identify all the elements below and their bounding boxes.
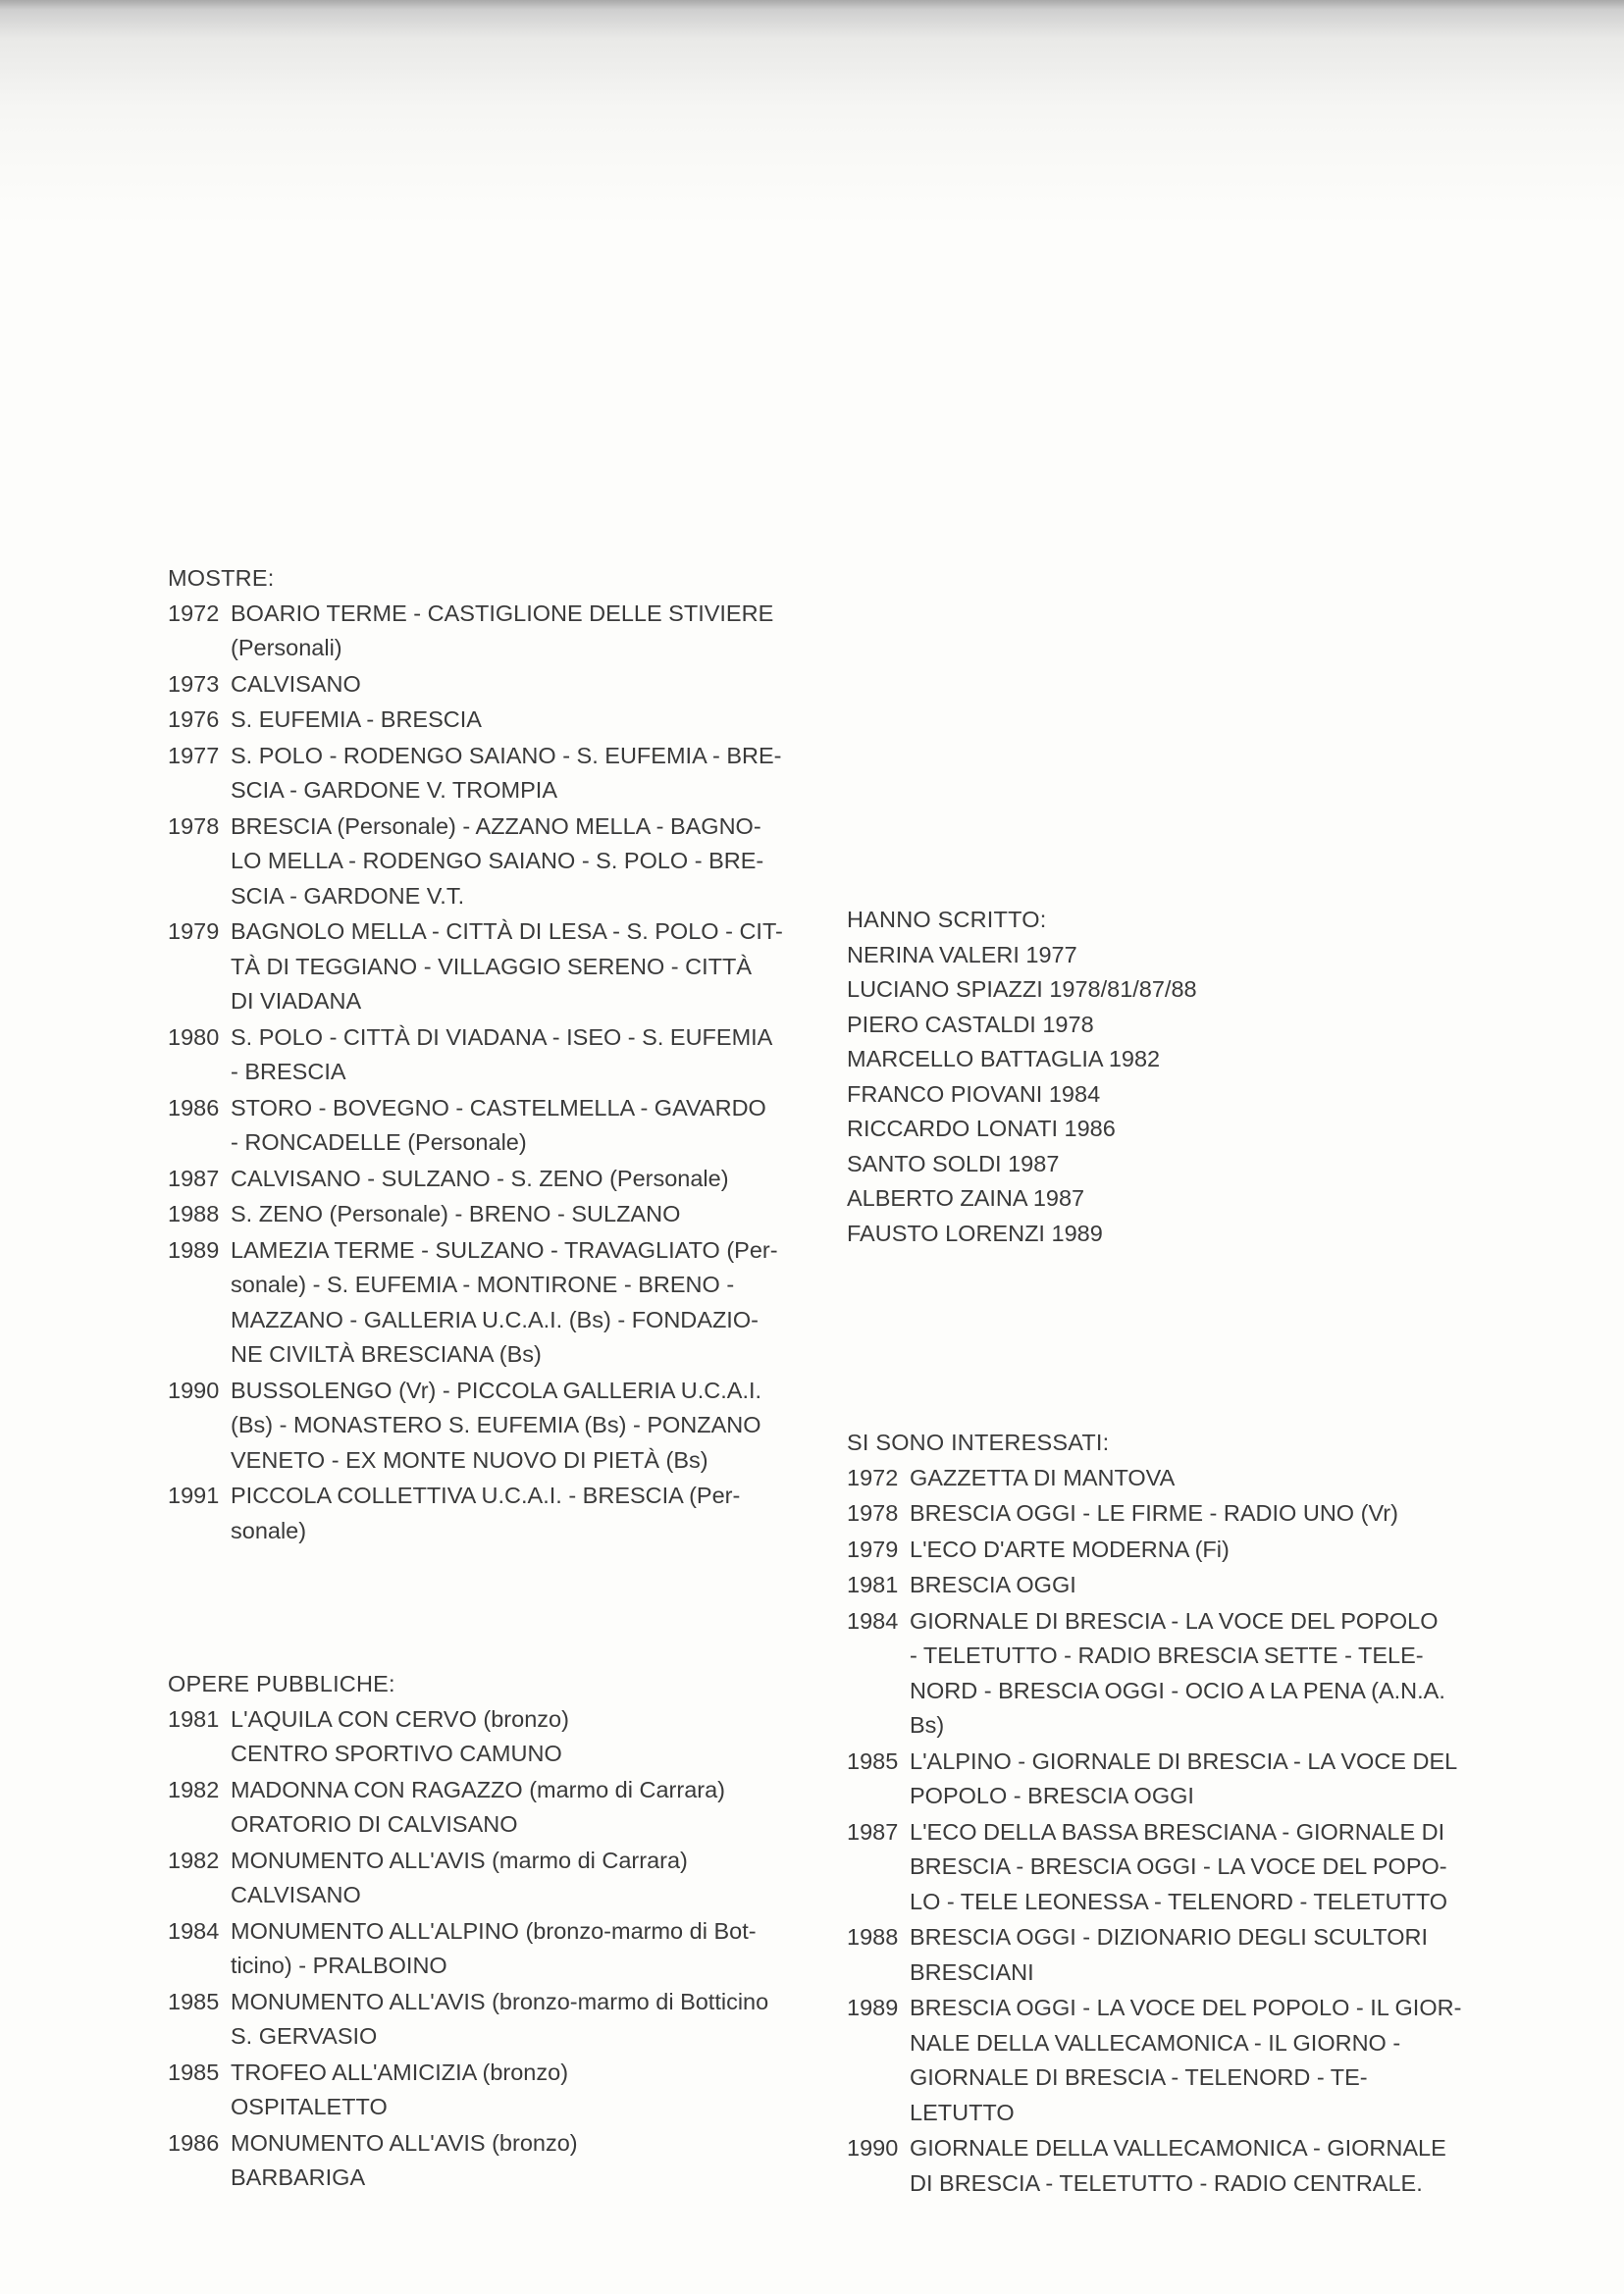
entry-line: BRESCIA OGGI <box>910 1572 1076 1597</box>
entry-line: NORD - BRESCIA OGGI - OCIO A LA PENA (A.N.A. <box>910 1677 1445 1703</box>
author-name: MARCELLO BATTAGLIA 1982 <box>847 1046 1161 1071</box>
list-item <box>168 1844 801 1913</box>
entry-line: BRESCIA OGGI - LE FIRME - RADIO UNO (Vr) <box>910 1500 1398 1526</box>
entry-line: DI VIADANA <box>231 988 362 1014</box>
list-item <box>847 1815 1485 1920</box>
entry-line: - RONCADELLE (Personale) <box>231 1129 527 1155</box>
entry-year: 1991 <box>168 1483 220 1508</box>
interessati-section <box>847 1426 1485 2201</box>
entry-line: LO - TELE LEONESSA - TELENORD - TELETUTTO <box>910 1888 1448 1914</box>
entry-text <box>910 1604 1485 1744</box>
entry-text <box>231 597 801 666</box>
list-item <box>168 1479 801 1548</box>
entry-line: BUSSOLENGO (Vr) - PICCOLA GALLERIA U.C.A.I. <box>231 1377 762 1403</box>
entry-year: 1981 <box>847 1572 899 1597</box>
opere-pubbliche-list <box>168 1702 801 2196</box>
entry-line: GAZZETTA DI MANTOVA <box>910 1464 1176 1490</box>
entry-line: LETUTTO <box>910 2099 1015 2125</box>
entry-text <box>231 1773 801 1843</box>
entry-line: SCIA - GARDONE V. TROMPIA <box>231 777 557 803</box>
entry-text <box>231 1233 801 1373</box>
list-item <box>168 809 801 914</box>
entry-line: CALVISANO - SULZANO - S. ZENO (Personale) <box>231 1165 729 1191</box>
entry-text <box>231 809 801 914</box>
entry-text <box>910 1533 1485 1568</box>
author-name: RICCARDO LONATI 1986 <box>847 1116 1116 1141</box>
list-item <box>168 914 801 1019</box>
opere-pubbliche-section <box>168 1667 801 2196</box>
list-item <box>168 1162 801 1197</box>
entry-line: S. ZENO (Personale) - BRENO - SULZANO <box>231 1201 681 1226</box>
entry-line: CENTRO SPORTIVO CAMUNO <box>231 1741 562 1766</box>
interessati-heading: SI SONO INTERESSATI: <box>847 1430 1110 1455</box>
entry-line: (Personali) <box>231 635 342 660</box>
entry-year: 1979 <box>847 1536 899 1562</box>
list-item <box>168 703 801 738</box>
list-item <box>168 1233 801 1373</box>
entry-year: 1972 <box>847 1464 899 1490</box>
entry-line: NALE DELLA VALLECAMONICA - IL GIORNO - <box>910 2029 1401 2056</box>
list-item <box>168 1020 801 1090</box>
list-item <box>847 1461 1485 1496</box>
entry-year: 1989 <box>847 1995 899 2020</box>
entry-text <box>231 1374 801 1479</box>
entry-line: CALVISANO <box>231 670 361 697</box>
entry-text <box>231 739 801 808</box>
entry-line: S. EUFEMIA - BRESCIA <box>231 706 482 732</box>
entry-year: 1982 <box>168 1776 220 1802</box>
entry-year: 1988 <box>847 1924 899 1950</box>
entry-line: S. POLO - RODENGO SAIANO - S. EUFEMIA - BRE- <box>231 742 782 768</box>
list-item <box>168 1702 801 1772</box>
list-item <box>168 1091 801 1161</box>
entry-line: PICCOLA COLLETTIVA U.C.A.I. - BRESCIA (Per- <box>231 1483 741 1508</box>
entry-text <box>910 2131 1485 2201</box>
entry-line: BRESCIANI <box>910 1958 1034 1985</box>
entry-text <box>910 1496 1485 1532</box>
entry-line: sonale) - S. EUFEMIA - MONTIRONE - BRENO - <box>231 1272 735 1297</box>
hanno-scritto-list <box>847 938 1485 1252</box>
entry-year: 1987 <box>168 1165 220 1191</box>
entry-text <box>910 1991 1485 2130</box>
list-item <box>847 1568 1485 1603</box>
scan-shadow <box>0 0 1624 226</box>
author-name: ALBERTO ZAINA 1987 <box>847 1185 1085 1211</box>
entry-year: 1989 <box>168 1236 220 1263</box>
mostre-section <box>168 561 801 1548</box>
entry-line: MONUMENTO ALL'AVIS (bronzo-marmo di Botticino <box>231 1988 769 2014</box>
entry-line: STORO - BOVEGNO - CASTELMELLA - GAVARDO <box>231 1094 766 1121</box>
entry-year: 1984 <box>168 1917 220 1944</box>
entry-year: 1976 <box>168 706 220 732</box>
mostre-heading: MOSTRE: <box>168 565 275 591</box>
entry-line: VENETO - EX MONTE NUOVO DI PIETÀ (Bs) <box>231 1446 708 1473</box>
entry-year: 1982 <box>168 1847 220 1873</box>
hanno-scritto-section <box>847 903 1485 1251</box>
entry-line: TROFEO ALL'AMICIZIA (bronzo) <box>231 2059 569 2085</box>
entry-line: sonale) <box>231 1517 307 1543</box>
entry-year: 1986 <box>168 2129 220 2156</box>
entry-line: SCIA - GARDONE V.T. <box>231 882 465 909</box>
entry-line: MONUMENTO ALL'ALPINO (bronzo-marmo di Bot- <box>231 1917 757 1944</box>
entry-line: - BRESCIA <box>231 1059 346 1084</box>
list-item <box>847 1533 1485 1568</box>
entry-text <box>231 1091 801 1161</box>
entry-text <box>910 1461 1485 1496</box>
entry-text <box>910 1815 1485 1920</box>
entry-text <box>231 1914 801 1984</box>
entry-line: TÀ DI TEGGIANO - VILLAGGIO SERENO - CITTÀ <box>231 953 753 979</box>
entry-text <box>231 1702 801 1772</box>
entry-line: ORATORIO DI CALVISANO <box>231 1811 518 1837</box>
entry-text <box>910 1745 1485 1814</box>
author-name: PIERO CASTALDI 1978 <box>847 1011 1094 1037</box>
entry-year: 1978 <box>168 812 220 839</box>
entry-line: MAZZANO - GALLERIA U.C.A.I. (Bs) - FONDAZIO- <box>231 1306 759 1332</box>
list-item <box>168 1914 801 1984</box>
list-item <box>168 2056 801 2125</box>
entry-line: DI BRESCIA - TELETUTTO - RADIO CENTRALE. <box>910 2169 1423 2196</box>
entry-year: 1990 <box>168 1377 220 1403</box>
entry-line: BRESCIA (Personale) - AZZANO MELLA - BAGNO- <box>231 812 761 839</box>
entry-year: 1987 <box>847 1818 899 1845</box>
entry-text <box>910 1568 1485 1603</box>
entry-year: 1985 <box>168 2059 220 2085</box>
entry-line: MADONNA CON RAGAZZO (marmo di Carrara) <box>231 1776 725 1802</box>
list-item <box>168 739 801 808</box>
list-item <box>847 1604 1485 1744</box>
list-item <box>847 2131 1485 2201</box>
entry-line: LAMEZIA TERME - SULZANO - TRAVAGLIATO (Per- <box>231 1236 778 1263</box>
opere-pubbliche-heading: OPERE PUBBLICHE: <box>168 1671 395 1696</box>
entry-line: - TELETUTTO - RADIO BRESCIA SETTE - TELE- <box>910 1642 1424 1668</box>
list-item <box>168 597 801 666</box>
entry-text <box>231 2056 801 2125</box>
entry-year: 1985 <box>847 1747 899 1774</box>
entry-line: MONUMENTO ALL'AVIS (marmo di Carrara) <box>231 1847 688 1873</box>
entry-line: POPOLO - BRESCIA OGGI <box>910 1783 1194 1808</box>
entry-year: 1990 <box>847 2135 899 2161</box>
entry-text <box>231 1844 801 1913</box>
entry-text <box>910 1920 1485 1990</box>
entry-line: GIORNALE DI BRESCIA - LA VOCE DEL POPOLO <box>910 1607 1439 1634</box>
entry-line: L'AQUILA CON CERVO (bronzo) <box>231 1705 569 1732</box>
author-name: FAUSTO LORENZI 1989 <box>847 1220 1103 1246</box>
list-item <box>168 667 801 703</box>
entry-line: L'ALPINO - GIORNALE DI BRESCIA - LA VOCE DEL <box>910 1747 1458 1774</box>
entry-line: S. POLO - CITTÀ DI VIADANA - ISEO - S. EUFEMIA <box>231 1023 773 1050</box>
interessati-list <box>847 1461 1485 2202</box>
entry-year: 1985 <box>168 1988 220 2014</box>
entry-text <box>231 1985 801 2055</box>
list-item <box>168 1773 801 1843</box>
entry-text <box>231 1479 801 1548</box>
entry-text <box>231 1162 801 1197</box>
list-item <box>168 2126 801 2196</box>
entry-line: L'ECO DELLA BASSA BRESCIANA - GIORNALE DI <box>910 1818 1445 1845</box>
entry-text <box>231 914 801 1019</box>
entry-line: OSPITALETTO <box>231 2094 388 2119</box>
list-item <box>847 1745 1485 1814</box>
entry-line: BARBARIGA <box>231 2164 366 2190</box>
entry-line: L'ECO D'ARTE MODERNA (Fi) <box>910 1536 1230 1562</box>
author-name: LUCIANO SPIAZZI 1978/81/87/88 <box>847 976 1197 1002</box>
entry-line: LO MELLA - RODENGO SAIANO - S. POLO - BRE- <box>231 848 764 873</box>
list-item <box>847 1496 1485 1532</box>
entry-year: 1979 <box>168 918 220 944</box>
entry-line: NE CIVILTÀ BRESCIANA (Bs) <box>231 1341 542 1367</box>
author-name: SANTO SOLDI 1987 <box>847 1150 1060 1176</box>
author-name: NERINA VALERI 1977 <box>847 941 1077 967</box>
entry-year: 1972 <box>168 600 220 626</box>
entry-text <box>231 667 801 703</box>
entry-line: S. GERVASIO <box>231 2023 378 2049</box>
list-item <box>168 1985 801 2055</box>
entry-year: 1977 <box>168 742 220 768</box>
list-item <box>168 1374 801 1479</box>
entry-year: 1973 <box>168 670 220 697</box>
author-name: FRANCO PIOVANI 1984 <box>847 1080 1101 1107</box>
entry-text <box>231 703 801 738</box>
entry-line: BRESCIA OGGI - DIZIONARIO DEGLI SCULTORI <box>910 1924 1428 1950</box>
entry-line: (Bs) - MONASTERO S. EUFEMIA (Bs) - PONZANO <box>231 1412 761 1437</box>
entry-year: 1980 <box>168 1023 220 1050</box>
entry-line: BRESCIA OGGI - LA VOCE DEL POPOLO - IL GIOR- <box>910 1995 1462 2020</box>
entry-year: 1986 <box>168 1094 220 1121</box>
entry-line: CALVISANO <box>231 1882 361 1907</box>
entry-line: BRESCIA - BRESCIA OGGI - LA VOCE DEL POPO- <box>910 1853 1447 1879</box>
list-item <box>847 1920 1485 1990</box>
mostre-list <box>168 597 801 1549</box>
list-item <box>847 1991 1485 2130</box>
hanno-scritto-heading: HANNO SCRITTO: <box>847 907 1047 932</box>
entry-year: 1984 <box>847 1607 899 1634</box>
entry-line: Bs) <box>910 1712 945 1738</box>
entry-year: 1981 <box>168 1705 220 1732</box>
entry-line: GIORNALE DELLA VALLECAMONICA - GIORNALE <box>910 2135 1446 2161</box>
entry-year: 1988 <box>168 1201 220 1226</box>
entry-line: MONUMENTO ALL'AVIS (bronzo) <box>231 2129 578 2156</box>
entry-text <box>231 1197 801 1232</box>
entry-line: BAGNOLO MELLA - CITTÀ DI LESA - S. POLO - CIT- <box>231 918 783 944</box>
entry-text <box>231 2126 801 2196</box>
entry-line: BOARIO TERME - CASTIGLIONE DELLE STIVIERE <box>231 600 774 626</box>
entry-text <box>231 1020 801 1090</box>
entry-line: GIORNALE DI BRESCIA - TELENORD - TE- <box>910 2064 1368 2090</box>
entry-line: ticino) - PRALBOINO <box>231 1953 447 1978</box>
entry-year: 1978 <box>847 1500 899 1526</box>
list-item <box>168 1197 801 1232</box>
